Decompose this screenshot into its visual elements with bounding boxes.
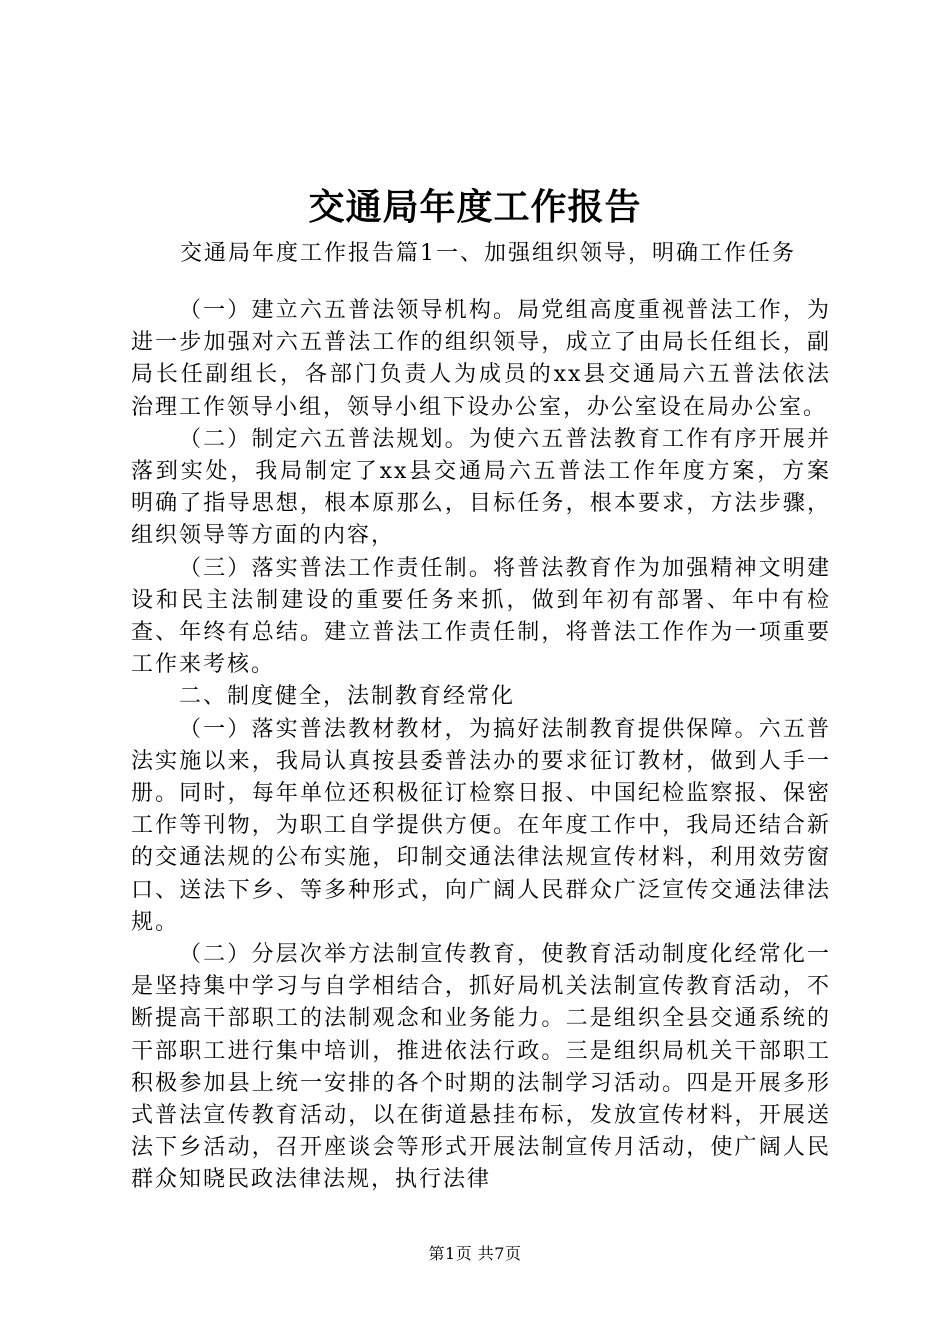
document-subtitle: 交通局年度工作报告篇1一、加强组织领导，明确工作任务 (180, 241, 796, 266)
paragraph-3: （三）落实普法工作责任制。将普法教育作为加强精神文明建设和民主法制建设的重要任务来抓，做到年初有部署、年中有检查、年终有总结。建立普法工作责任制，将普法工作作为一项重要工作来考核。 (131, 555, 831, 678)
document-title: 交通局年度工作报告 (308, 186, 642, 228)
section-heading-2: 二、制度健全，法制教育经常化 (179, 684, 516, 710)
paragraph-1: （一）建立六五普法领导机构。局党组高度重视普法工作，为进一步加强对六五普法工作的组织领导，成立了由局长任组长，副局长任副组长，各部门负责人为成员的xx县交通局六五普法依法治理工作领导小组，领导小组下设办公室，办公室设在局办公室。 (131, 298, 831, 420)
page-number-footer: 第1页 共7页 (428, 1244, 522, 1263)
paragraph-4: （一）落实普法教材教材，为搞好法制教育提供保障。六五普法实施以来，我局认真按县委普法办的要求征订教材，做到人手一册。同时，每年单位还积极征订检察日报、中国纪检监察报、保密工作等刊物，为职工自学提供方便。在年度工作中，我局还结合新的交通法规的公布实施，印制交通法律法规宣传材料，利用效劳窗口、送法下乡、等多种形式，向广阔人民群众广泛宣传交通法律法规。 (131, 716, 831, 935)
document-body (131, 295, 831, 1197)
paragraph-2: （二）制定六五普法规划。为使六五普法教育工作有序开展并落到实处，我局制定了xx县交通局六五普法工作年度方案，方案明确了指导思想，根本原那么，目标任务，根本要求，方法步骤，组织领导等方面的内容， (131, 426, 831, 549)
paragraph-5: （二）分层次举方法制宣传教育，使教育活动制度化经常化一是坚持集中学习与自学相结合，抓好局机关法制宣传教育活动，不断提高干部职工的法制观念和业务能力。二是组织全县交通系统的干部职工进行集中培训，推进依法行政。三是组织局机关干部职工积极参加县上统一安排的各个时期的法制学习活动。四是开展多形式普法宣传教育活动，以在街道悬挂布标，发放宣传材料，开展送法下乡活动，召开座谈会等形式开展法制宣传月活动，使广阔人民群众知晓民政法律法规，执行法律 (131, 942, 831, 1193)
